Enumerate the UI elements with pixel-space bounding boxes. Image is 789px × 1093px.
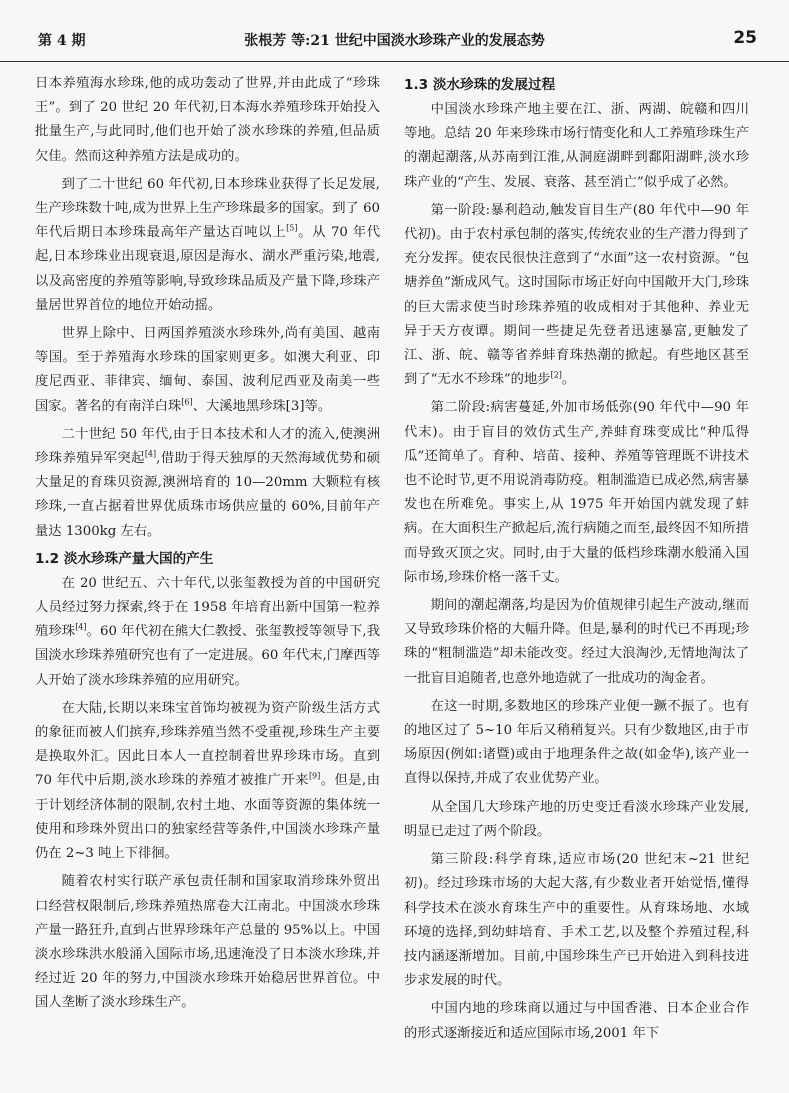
paragraph xyxy=(35,72,380,169)
section-heading: 1.3 淡水珍珠的发展过程 xyxy=(404,77,556,93)
paragraph-text: 在大陆,长期以来珠宝首饰均被视为资产阶级生活方式的象征而被人们摈弃,珍珠养殖当然不受重视,珍珠生产主要是换取外汇。因此日本人一直控制着世界珍珠市场。直到 70 年代中后期,淡水珍珠的养殖才被推广开来 xyxy=(35,700,380,789)
citation-ref: [4] xyxy=(75,622,87,632)
paragraph-text: 、大溪地黑珍珠[3]等。 xyxy=(192,398,332,414)
paragraph-text: 中国淡水珍珠产地主要在江、浙、两湖、皖赣和四川等地。总结 20 年来珍珠市场行情变化和人工养殖珍珠生产的潮起潮落,从苏南到江淮,从洞庭湖畔到鄱阳湖畔,淡水珍珠产业的“产生、发展、衰落、甚至消亡”似乎成了必然。 xyxy=(404,102,749,190)
running-title: 张根芳 等:21 世纪中国淡水珍珠产业的发展态势 xyxy=(244,33,545,49)
paragraph-text: 二十世纪 50 年代,由于日本技术和人才的流入,使澳洲珍珠养殖异军突起 xyxy=(35,426,380,467)
right-column xyxy=(404,72,749,1050)
citation-ref: [9] xyxy=(308,772,321,782)
paragraph xyxy=(404,796,749,844)
paragraph xyxy=(404,695,749,792)
paragraph xyxy=(35,697,380,866)
paragraph-text: 。但是,由于计划经济体制的限制,农村土地、水面等资源的集体统一使用和珍珠外贸出口的独家经营等条件,中国淡水珍珠产量仍在 2~3 吨上下徘徊。 xyxy=(35,773,380,862)
paragraph xyxy=(404,396,749,590)
paragraph-text: 从全国几大珍珠产地的历史变迁看淡水珍珠产业发展,明显已走过了两个阶段。 xyxy=(404,799,749,839)
left-column xyxy=(35,72,380,1020)
paragraph-text: 到了二十世纪 60 年代初,日本珍珠业获得了长足发展,生产珍珠数十吨,成为世界上生产珍珠最多的国家。到了 60 年代后期日本珍珠最高年产量达百吨以上 xyxy=(35,176,380,241)
paragraph xyxy=(404,199,749,393)
paragraph-text: 世界上除中、日两国养殖淡水珍珠外,尚有美国、越南等国。至于养殖海水珍珠的国家则更多。如澳大利亚、印度尼西亚、菲律宾、缅甸、泰国、波利尼西亚及南美一些国家。著名的有南洋白珠 xyxy=(35,326,380,414)
paragraph-text: 。 xyxy=(561,372,576,388)
citation-ref: [4] xyxy=(144,449,157,459)
paragraph-text: 第一阶段:暴利趋动,触发盲目生产(80 年代中—90 年代初)。由于农村承包制的落实,传统农业的生产潜力得到了充分发挥。使农民很快注意到了“水面”这一农村资源。“包塘养鱼”渐成风气。这时国际市场正好向中国敞开大门,珍珠的巨大需求使当时珍珠养殖的收成相对于其他种、养业无异于天方夜谭。期间一些捷足先登者迅速暴富,更触发了江、浙、皖、赣等省养蚌育珠热潮的掀起。有些地区甚至到了“无水不珍珠”的地步 xyxy=(404,202,749,388)
citation-ref: [2] xyxy=(550,370,562,380)
paragraph-text: 随着农村实行联产承包责任制和国家取消珍珠外贸出口经营权限制后,珍珠养殖热席卷大江南北。中国淡水珍珠产量一路狂升,直到占世界珍珠年产总量的 95%以上。中国淡水珍珠洪水般涌入国际市场,迅速淹没了日本淡水珍珠,并经过近 20 年的努力,中国淡水珍珠开始稳居世界首位。中国人垄断了淡水珍珠生产。 xyxy=(35,874,380,1011)
paragraph xyxy=(404,98,749,195)
paragraph xyxy=(404,997,749,1045)
page-header xyxy=(0,0,789,62)
paragraph-text: ,借助于得天独厚的天然海域优势和硕大量足的育珠贝资源,澳洲培育的 10—20mm 大颗粒有核珍珠,一直占据着世界优质珠市场供应量的 60%,目前年产量达 1300kg 左右。 xyxy=(35,451,380,539)
paragraph-text: 日本养殖海水珍珠,他的成功轰动了世界,并由此成了“珍珠王”。到了 20 世纪 20 年代初,日本海水养殖珍珠开始投入批量生产,与此同时,他们也开始了淡水珍珠的养殖,但品质欠佳。然而这种养殖方法是成功的。 xyxy=(35,76,380,164)
section-heading: 1.2 淡水珍珠产量大国的产生 xyxy=(35,550,214,567)
paragraph-text: 在 20 世纪五、六十年代,以张玺教授为首的中国研究人员经过努力探索,终于在 1958 年培育出新中国第一粒养殖珍珠 xyxy=(35,575,380,640)
paragraph-text: 在这一时期,多数地区的珍珠产业便一蹶不振了。也有的地区过了 5~10 年后又稍稍复兴。只有少数地区,由于市场原因(例如:诸暨)或由于地理条件之故(如金华),该产业一直得以保持,并成了农业优势产业。 xyxy=(404,698,749,787)
paragraph-text: 中国内地的珍珠商以通过与中国香港、日本企业合作的形式逐渐接近和适应国际市场,2001 年下 xyxy=(404,1001,749,1041)
paragraph xyxy=(404,848,749,993)
paragraph-text: 第三阶段:科学育珠,适应市场(20 世纪末~21 世纪初)。经过珍珠市场的大起大落,有少数业者开始觉悟,懂得科学技术在淡水育珠生产中的重要性。从育珠场地、水域环境的选择,到幼蚌培育、手术工艺,以及整个养殖过程,科技内涵逐渐增加。目前,中国珍珠生产已开始进入到科技进步求发展的时代。 xyxy=(404,852,749,989)
paragraph-text: 第二阶段:病害蔓延,外加市场低弥(90 年代中—90 年代末)。由于盲目的效仿式生产,养蚌育珠变成比“种瓜得瓜”还简单了。育种、培苗、接种、养殖等管理既不讲技术也不论时节,更不用说消毒防疫。粗制滥造已成必然,病害暴发也在所难免。事实上,从 1975 年开始国内就发现了蚌病。在大面积生产掀起后,流行病随之而至,最终因不知所措而导致灭顶之灾。同时,由于大量的低档珍珠潮水般涌入国际市场,珍珠价格一落千丈。 xyxy=(404,400,749,585)
paragraph xyxy=(404,594,749,691)
citation-ref: [5] xyxy=(286,223,298,233)
issue-number: 第 4 期 xyxy=(38,33,86,49)
paragraph-text: 期间的潮起潮落,均是因为价值规律引起生产波动,继而又导致珍珠价格的大幅升降。但是,暴利的时代已不再现;珍珠的“粗制滥造”却未能改变。经过大浪淘沙,无情地淘汰了一批盲目追随者,也意外地造就了一批成功的淘金者。 xyxy=(404,598,749,686)
paragraph-text: 。从 70 年代起,日本珍珠业出现衰退,原因是海水、湖水严重污染,地震,以及高密度的养殖等影响,导致珍珠品质及产量下降,珍珠产量居世界首位的地位开始动摇。 xyxy=(35,225,380,313)
citation-ref: [6] xyxy=(181,397,193,407)
paragraph xyxy=(35,870,380,1015)
paragraph xyxy=(35,572,380,693)
paragraph xyxy=(35,322,380,419)
page-number: 25 xyxy=(733,28,757,48)
paragraph xyxy=(35,173,380,318)
paragraph xyxy=(35,423,380,544)
paragraph-text: 。60 年代初在熊大仁教授、张玺教授等领导下,我国淡水珍珠养殖研究也有了一定进展。60 年代末,门摩西等人开始了淡水珍珠养殖的应用研究。 xyxy=(35,624,381,688)
